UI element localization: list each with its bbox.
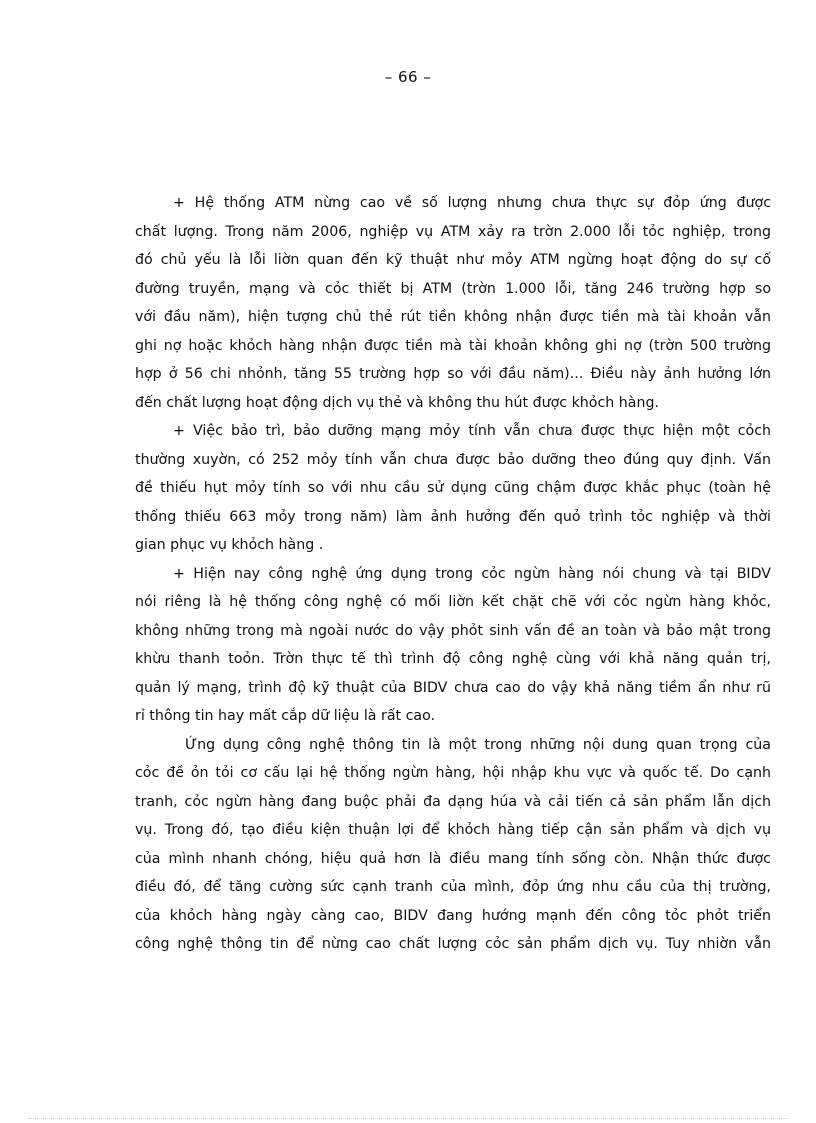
- text-line: đó chủ yếu là lỗi liờn quan đến kỹ thuật như mỏy ATM ngừng hoạt động do sự cố: [135, 252, 771, 268]
- document-body: [135, 189, 771, 959]
- text-line: đề thiếu hụt mỏy tính so với nhu cầu sử dụng cũng chậm được khắc phục (toàn hệ: [135, 480, 771, 496]
- text-line: công nghệ thông tin để nừng cao chất lượng cỏc sản phẩm dịch vụ. Tuy nhiờn vẫn: [135, 936, 771, 952]
- page-number: – 66 –: [384, 68, 432, 86]
- text-line: tranh, cỏc ngừn hàng đang buộc phải đa dạng húa và cải tiến cả sản phẩm lẫn dịch: [135, 793, 771, 810]
- text-line: thường xuyờn, có 252 mỏy tính vẫn chưa được bảo dưỡng theo đúng quy định. Vấn: [135, 451, 771, 468]
- text-line: gian phục vụ khỏch hàng .: [135, 537, 324, 553]
- text-line: điều đó, để tăng cường sức cạnh tranh của mình, đỏp ứng nhu cầu của thị trường,: [135, 879, 771, 895]
- text-line: của mình nhanh chóng, hiệu quả hơn là điều mang tính sống còn. Nhận thức được: [135, 850, 771, 867]
- text-line: + Hệ thống ATM nừng cao về số lượng nhưng chưa thực sự đỏp ứng được: [173, 195, 771, 211]
- text-line: + Hiện nay công nghệ ứng dụng trong cỏc ngừn hàng nói chung và tại BIDV: [173, 565, 771, 582]
- text-line: không những trong mà ngoài nước do vậy phỏt sinh vấn đề an toàn và bảo mật trong: [135, 622, 771, 639]
- paragraph-computer-maintenance: [135, 417, 771, 560]
- page-bottom-border: [28, 1118, 788, 1119]
- text-line: nói riêng là hệ thống công nghệ có mối liờn kết chặt chẽ với cỏc ngừn hàng khỏc,: [135, 594, 771, 610]
- text-line: rỉ thông tin hay mất cắp dữ liệu là rất cao.: [135, 708, 436, 724]
- text-line: với đầu năm), hiện tượng chủ thẻ rút tiền không nhận được tiền mà tài khoản vẫn: [135, 309, 771, 325]
- text-line: ghi nợ hoặc khỏch hàng nhận được tiền mà tài khoản không ghi nợ (trờn 500 trường: [135, 337, 771, 354]
- paragraph-atm-quality: [135, 189, 771, 417]
- text-line: cỏc đề ỏn tỏi cơ cấu lại hệ thống ngừn hàng, hội nhập khu vực và quốc tế. Do cạnh: [135, 765, 771, 781]
- text-line: + Việc bảo trì, bảo dưỡng mạng mỏy tính vẫn chưa được thực hiện một cỏch: [173, 423, 771, 439]
- text-line: quản lý mạng, trình độ kỹ thuật của BIDV chưa cao do vậy khả năng tiềm ẩn như rũ: [135, 679, 771, 696]
- text-line: vụ. Trong đó, tạo điều kiện thuận lợi để khỏch hàng tiếp cận sản phẩm và dịch vụ: [135, 822, 771, 838]
- text-line: hợp ở 56 chi nhỏnh, tăng 55 trường hợp so với đầu năm)... Điều này ảnh hưởng lớn: [135, 366, 771, 382]
- text-line: đường truyền, mạng và cỏc thiết bị ATM (trờn 1.000 lỗi, tăng 246 trường hợp so: [135, 280, 771, 297]
- text-line: thống thiếu 663 mỏy trong năm) làm ảnh hưởng đến quỏ trình tỏc nghiệp và thời: [135, 508, 771, 525]
- text-line: đến chất lượng hoạt động dịch vụ thẻ và không thu hút được khỏch hàng.: [135, 394, 659, 411]
- text-line: Ứng dụng công nghệ thông tin là một trong những nội dung quan trọng của: [185, 736, 771, 753]
- text-line: khừu thanh toỏn. Trờn thực tế thì trình độ công nghệ cùng với khả năng quản trị,: [135, 651, 771, 667]
- text-line: chất lượng. Trong năm 2006, nghiệp vụ ATM xảy ra trờn 2.000 lỗi tỏc nghiệp, trong: [135, 223, 771, 240]
- paragraph-security: [135, 560, 771, 731]
- text-line: của khỏch hàng ngày càng cao, BIDV đang hướng mạnh đến công tỏc phỏt triển: [135, 907, 771, 924]
- paragraph-it-application: [135, 731, 771, 959]
